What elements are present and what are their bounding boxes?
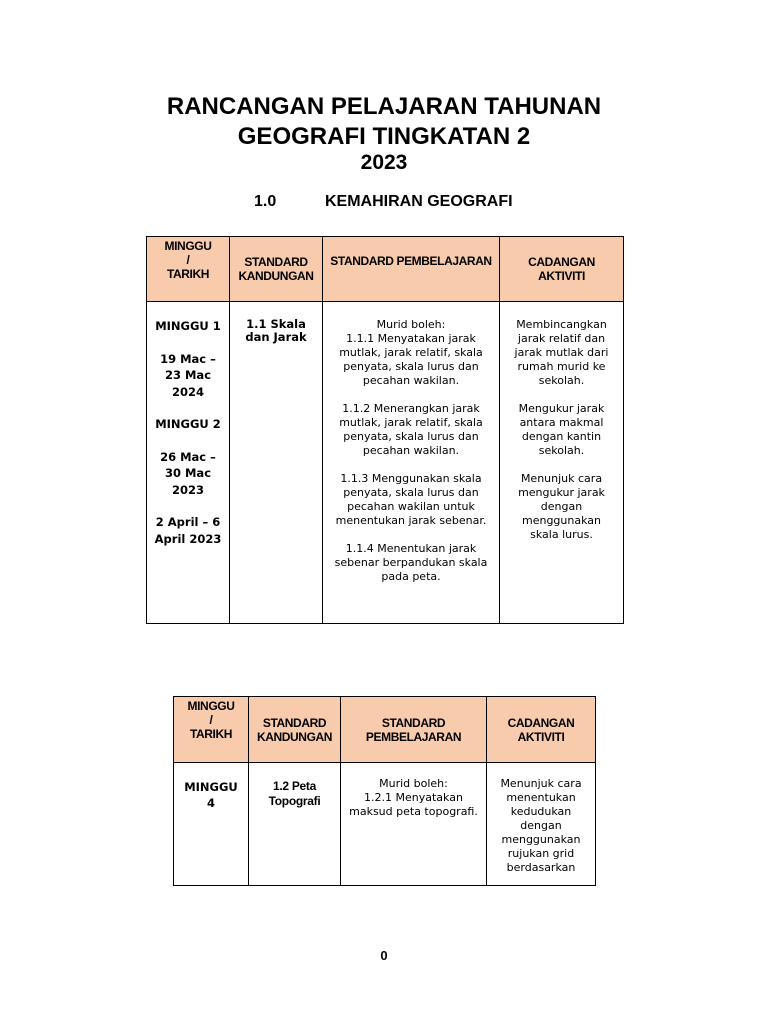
cell-standard-pembelajaran bbox=[323, 302, 500, 624]
week-date: 2024 bbox=[171, 384, 204, 399]
pembelajaran-line: pecahan wakilan. bbox=[362, 374, 460, 387]
aktiviti-line: dengan bbox=[540, 500, 583, 513]
table-header-row bbox=[147, 237, 624, 302]
header-text: TARIKH bbox=[189, 727, 233, 741]
cell-standard-kandungan bbox=[249, 763, 341, 886]
cell-cadangan-aktiviti bbox=[500, 302, 624, 624]
pembelajaran-line: 1.1.1 Menyatakan jarak bbox=[346, 332, 476, 345]
header-text: MINGGU bbox=[164, 239, 212, 253]
aktiviti-line: menggunakan bbox=[501, 833, 581, 846]
pembelajaran-line: mutlak, jarak relatif, skala bbox=[339, 416, 483, 429]
aktiviti-line: kedudukan bbox=[510, 805, 572, 818]
cell-minggu bbox=[174, 763, 249, 886]
week-date: 30 Mac bbox=[164, 466, 212, 480]
header-text: AKTIVITI bbox=[538, 269, 585, 283]
cell-standard-pembelajaran bbox=[341, 763, 487, 886]
header-text: / bbox=[186, 253, 190, 267]
aktiviti-line: Mengukur jarak bbox=[518, 402, 605, 415]
header-text: PEMBELAJARAN bbox=[365, 729, 462, 744]
aktiviti-line-paragraph bbox=[506, 402, 617, 458]
plan-table-1 bbox=[146, 236, 624, 624]
pembelajaran-line-paragraph bbox=[329, 542, 493, 584]
header-cadangan-aktiviti bbox=[487, 697, 596, 763]
aktiviti-line-paragraph bbox=[506, 318, 617, 388]
pembelajaran-line: penyata, skala lurus dan bbox=[343, 360, 479, 373]
document-title-line1: RANCANGAN PELAJARAN TAHUNAN bbox=[166, 93, 602, 120]
aktiviti-line: antara makmal bbox=[519, 416, 604, 429]
aktiviti-line: dengan kantin bbox=[521, 430, 602, 443]
week-date: 2023 bbox=[171, 482, 204, 497]
header-standard-kandungan bbox=[249, 697, 341, 763]
cell-minggu bbox=[147, 302, 230, 624]
aktiviti-line: jarak relatif dan bbox=[517, 332, 606, 345]
aktiviti-line: jarak mutlak dari bbox=[514, 346, 609, 359]
aktiviti-line: dengan bbox=[520, 819, 562, 832]
aktiviti-line: Menunjuk cara bbox=[520, 472, 603, 485]
header-text: STANDARD bbox=[381, 715, 446, 730]
week-label: MINGGU bbox=[184, 780, 238, 794]
aktiviti-line-paragraph bbox=[506, 472, 617, 542]
week-date: 19 Mac – bbox=[160, 351, 216, 366]
header-text: CADANGAN bbox=[528, 255, 595, 269]
pembelajaran-line: pecahan wakilan. bbox=[362, 444, 460, 457]
week-label: MINGGU 1 bbox=[155, 319, 221, 333]
week-label: 4 bbox=[206, 796, 215, 810]
header-text: KANDUNGAN bbox=[256, 729, 333, 744]
table-row bbox=[174, 763, 596, 886]
header-text: TARIKH bbox=[166, 267, 210, 281]
aktiviti-line: Menunjuk cara bbox=[500, 777, 582, 790]
section-heading bbox=[254, 192, 513, 212]
header-minggu-tarikh bbox=[174, 697, 249, 763]
aktiviti-line: sekolah. bbox=[538, 444, 585, 457]
document-title-line2: GEOGRAFI TINGKATAN 2 bbox=[237, 123, 531, 150]
pembelajaran-line: pada peta. bbox=[381, 570, 441, 583]
pembelajaran-line: penyata, skala lurus dan bbox=[343, 430, 479, 443]
aktiviti-line: rujukan grid bbox=[507, 847, 575, 860]
pembelajaran-line-paragraph bbox=[329, 332, 493, 388]
cell-cadangan-aktiviti bbox=[487, 763, 596, 886]
table-header-row bbox=[174, 697, 596, 763]
cell-standard-kandungan bbox=[230, 302, 323, 624]
header-text: / bbox=[209, 713, 213, 727]
pembelajaran-intro: Murid boleh: bbox=[376, 318, 446, 331]
plan-table-2 bbox=[173, 696, 596, 886]
header-standard-pembelajaran bbox=[341, 697, 487, 763]
kandungan-text: 1.2 Peta bbox=[273, 779, 316, 793]
kandungan-text: dan Jarak bbox=[245, 330, 307, 344]
pembelajaran-line-paragraph bbox=[347, 777, 480, 819]
kandungan-text: Topografi bbox=[268, 794, 321, 808]
pembelajaran-line: maksud peta topografi. bbox=[349, 805, 478, 818]
header-standard-pembelajaran bbox=[323, 237, 500, 302]
pembelajaran-line: 1.1.4 Menentukan jarak bbox=[345, 542, 477, 555]
header-text: KANDUNGAN bbox=[238, 269, 314, 283]
pembelajaran-line: penyata, skala lurus dan bbox=[343, 486, 479, 499]
pembelajaran-line: menentukan jarak sebenar. bbox=[335, 514, 487, 527]
aktiviti-line: mengukur jarak bbox=[518, 486, 605, 499]
pembelajaran-line: 1.1.2 Menerangkan jarak bbox=[342, 402, 480, 415]
pembelajaran-line: mutlak, jarak relatif, skala bbox=[339, 346, 483, 359]
kandungan-text: 1.1 Skala bbox=[246, 317, 306, 331]
header-text: STANDARD PEMBELAJARAN bbox=[330, 254, 492, 268]
pembelajaran-line: sebenar berpandukan skala bbox=[334, 556, 488, 569]
pembelajaran-line-paragraph bbox=[329, 402, 493, 458]
pembelajaran-line: pecahan wakilan untuk bbox=[347, 500, 475, 513]
aktiviti-line: menggunakan bbox=[522, 514, 601, 527]
week-date: 26 Mac – bbox=[160, 449, 216, 464]
header-text: AKTIVITI bbox=[517, 729, 565, 744]
table-row bbox=[147, 302, 624, 624]
aktiviti-line: sekolah. bbox=[538, 374, 585, 387]
header-text: CADANGAN bbox=[507, 715, 575, 730]
page-number: 0 bbox=[380, 948, 388, 963]
header-minggu-tarikh bbox=[147, 237, 230, 302]
aktiviti-line: rumah murid ke bbox=[517, 360, 606, 373]
document-year: 2023 bbox=[360, 151, 408, 174]
pembelajaran-line: Murid boleh: bbox=[379, 777, 448, 790]
aktiviti-line: skala lurus. bbox=[530, 528, 593, 541]
week-date: 23 Mac bbox=[164, 368, 212, 382]
pembelajaran-line-paragraph bbox=[329, 472, 493, 528]
header-text: STANDARD bbox=[244, 255, 308, 269]
pembelajaran-line: 1.1.3 Menggunakan skala bbox=[340, 472, 482, 485]
section-title: KEMAHIRAN GEOGRAFI bbox=[325, 193, 513, 210]
aktiviti-line: menentukan bbox=[506, 791, 576, 804]
pembelajaran-line: 1.2.1 Menyatakan bbox=[364, 791, 463, 804]
section-number: 1.0 bbox=[254, 193, 277, 210]
week-date: 2 April – 6 bbox=[155, 515, 221, 529]
aktiviti-line: Membincangkan bbox=[516, 318, 607, 331]
header-text: STANDARD bbox=[262, 715, 327, 730]
header-standard-kandungan bbox=[230, 237, 323, 302]
aktiviti-line: berdasarkan bbox=[506, 861, 576, 874]
aktiviti-line-paragraph bbox=[493, 777, 589, 875]
week-date: April 2023 bbox=[154, 531, 222, 546]
header-text: MINGGU bbox=[187, 699, 235, 713]
header-cadangan-aktiviti bbox=[500, 237, 624, 302]
week-label: MINGGU 2 bbox=[155, 417, 221, 431]
